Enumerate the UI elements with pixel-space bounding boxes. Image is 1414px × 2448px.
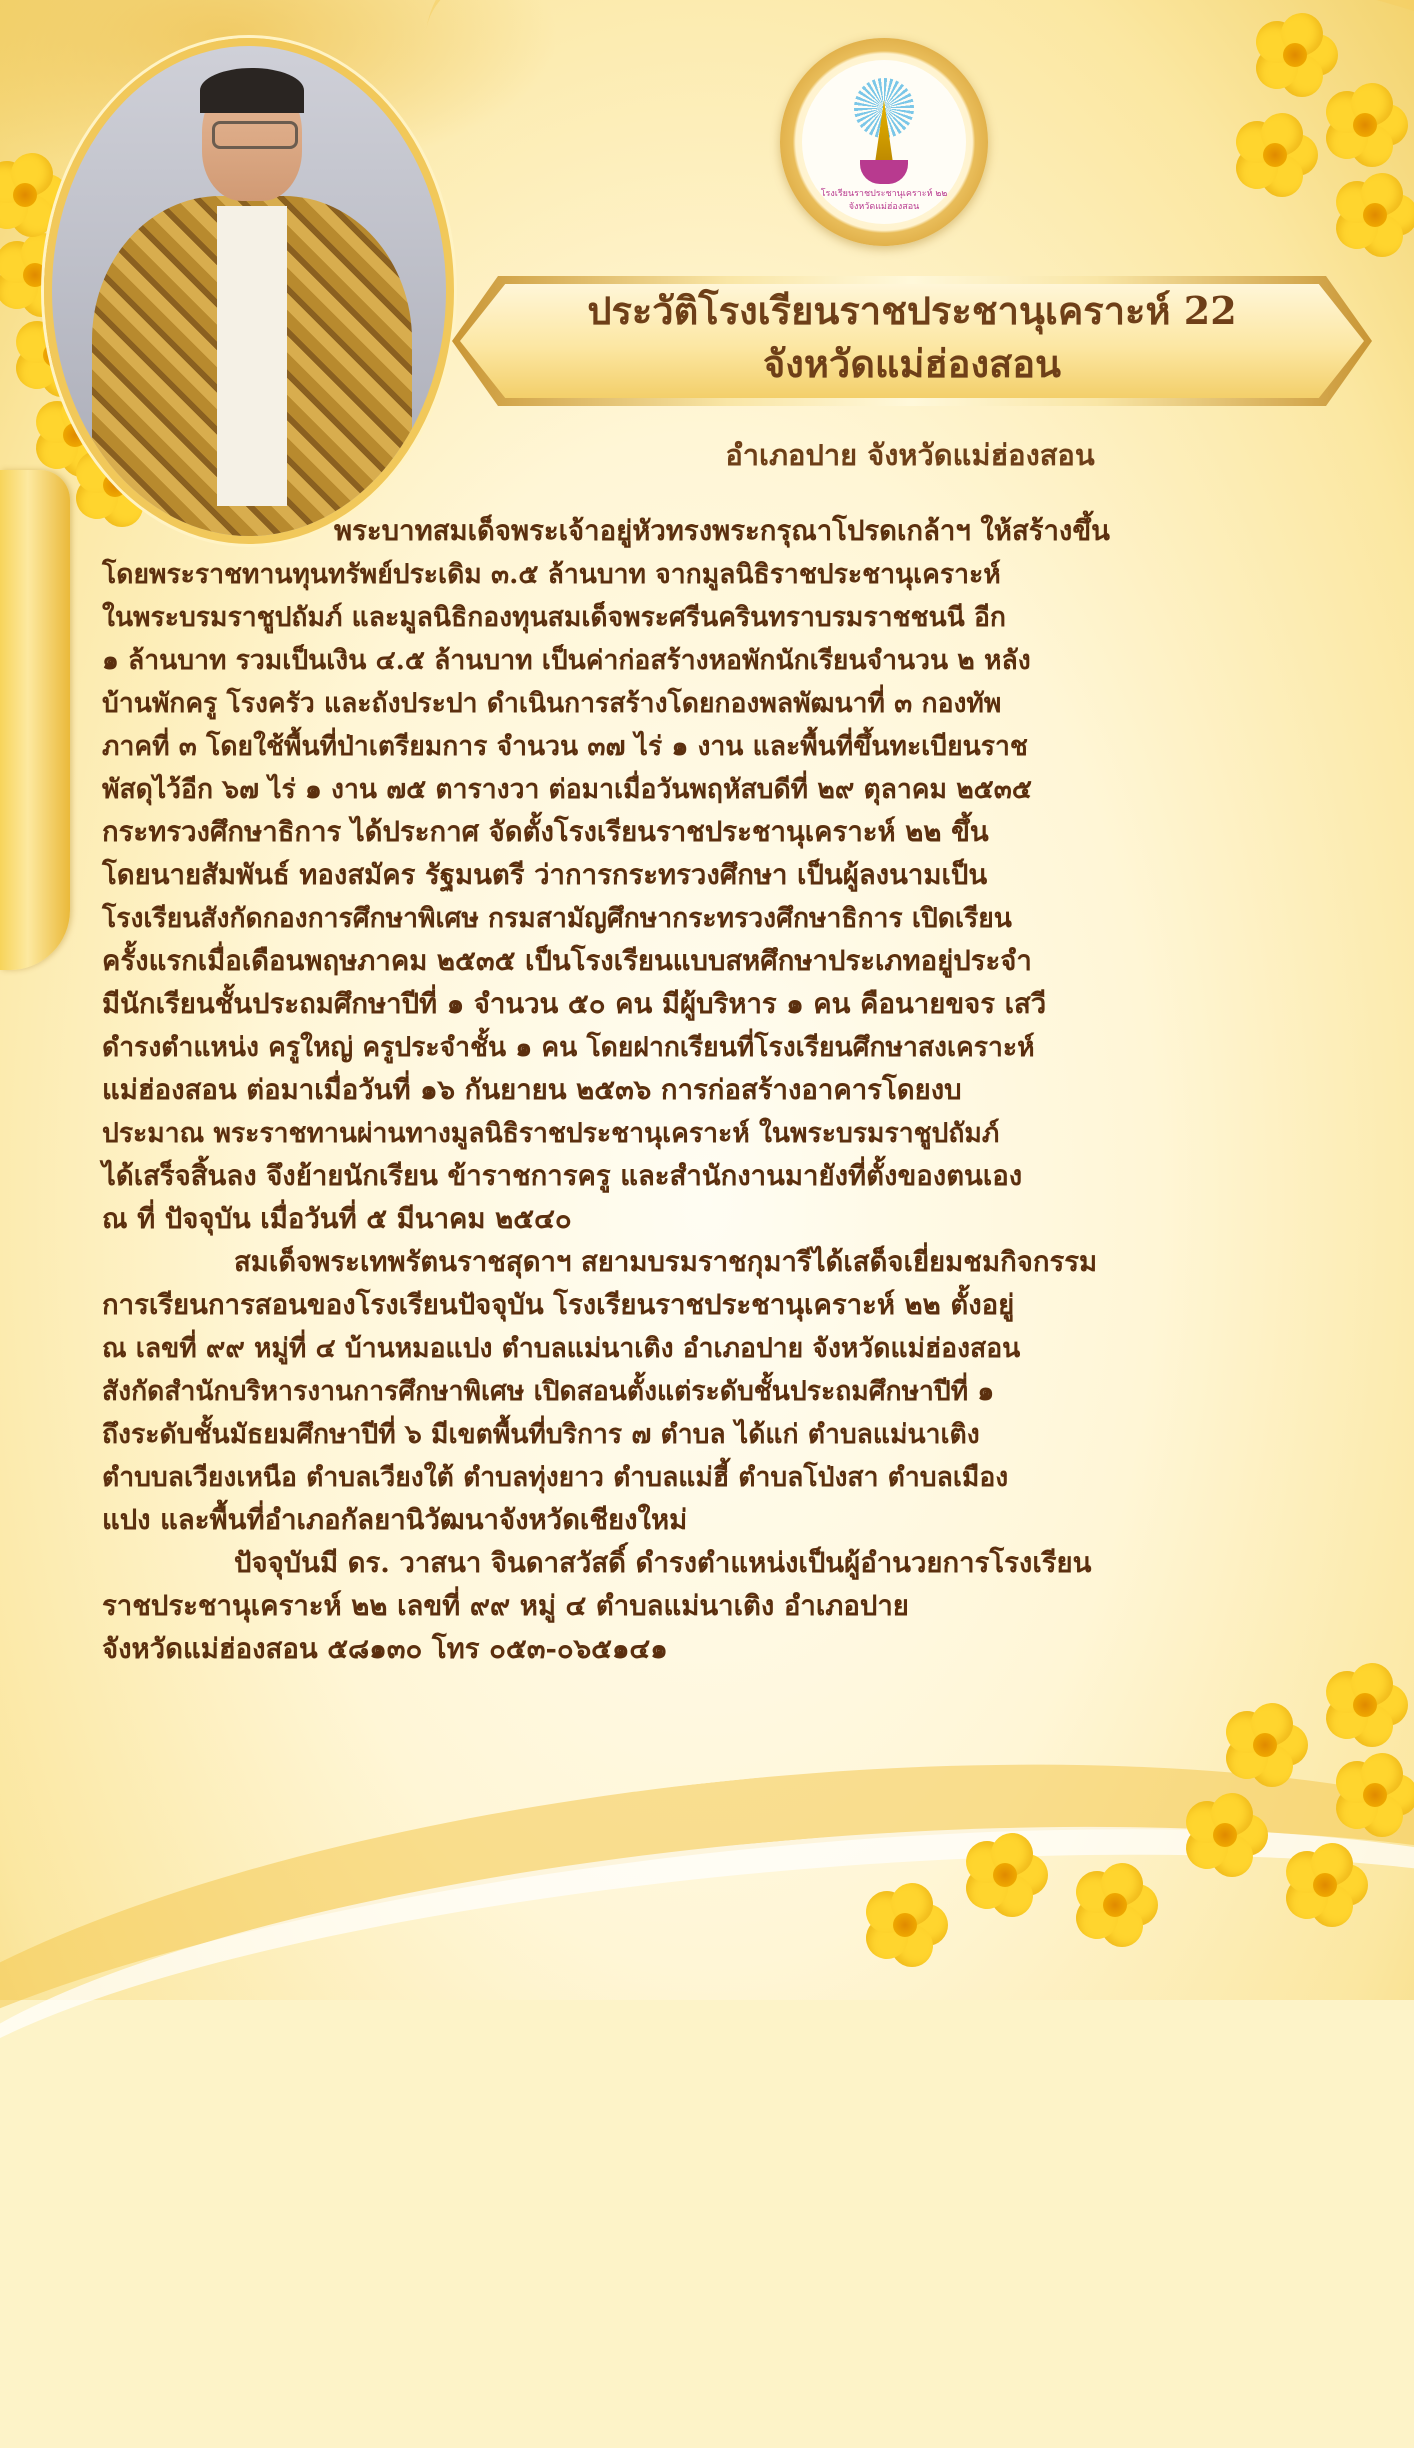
body-line: ถึงระดับชั้นมัธยมศึกษาปีที่ ๖ มีเขตพื้นที่บริการ ๗ ตำบล ได้แก่ ตำบลแม่นาเติง bbox=[102, 1419, 980, 1450]
crest-emblem bbox=[860, 160, 908, 184]
flower-center bbox=[1283, 43, 1307, 67]
flower-center bbox=[1363, 203, 1387, 227]
flower-icon bbox=[1330, 1750, 1414, 1840]
body-line: ครั้งแรกเมื่อเดือนพฤษภาคม ๒๕๓๕ เป็นโรงเรียนแบบสหศึกษาประเภทอยู่ประจำ bbox=[102, 945, 1032, 977]
flower-center bbox=[1103, 1893, 1127, 1917]
body-line: การเรียนการสอนของโรงเรียนปัจจุบัน โรงเรียนราชประชานุเคราะห์ ๒๒ ตั้งอยู่ bbox=[102, 1289, 1015, 1321]
flower-center bbox=[1253, 1733, 1277, 1757]
page-title bbox=[452, 284, 1372, 390]
body-line: ราชประชานุเคราะห์ ๒๒ เลขที่ ๙๙ หมู่ ๔ ตำบลแม่นาเติง อำเภอปาย bbox=[102, 1590, 909, 1622]
flower-icon bbox=[1180, 1790, 1270, 1880]
flower-center bbox=[1313, 1873, 1337, 1897]
portrait-glasses bbox=[212, 121, 298, 149]
flower-center bbox=[893, 1913, 917, 1937]
flower-center bbox=[1263, 143, 1287, 167]
title-line2: จังหวัดแม่ฮ่องสอน bbox=[763, 341, 1061, 386]
crest-text bbox=[812, 188, 956, 214]
flower-center bbox=[1213, 1823, 1237, 1847]
body-line: พระบาทสมเด็จพระเจ้าอยู่หัวทรงพระกรุณาโปรดเกล้าฯ ให้สร้างขึ้น bbox=[334, 515, 1110, 547]
body-line: ภาคที่ ๓ โดยใช้พื้นที่ป่าเตรียมการ จำนวน ๓๗ ไร่ ๑ งาน และพื้นที่ขึ้นทะเบียนราช bbox=[102, 731, 1028, 762]
body-line: ได้เสร็จสิ้นลง จึงย้ายนักเรียน ข้าราชการครู และสำนักงานมายังที่ตั้งของตนเอง bbox=[102, 1160, 1023, 1192]
flower-icon bbox=[960, 1830, 1050, 1920]
body-line: จังหวัดแม่ฮ่องสอน ๕๘๑๓๐ โทร ๐๕๓-๐๖๕๑๔๑ bbox=[102, 1633, 668, 1665]
crest-text-line2: จังหวัดแม่ฮ่องสอน bbox=[848, 202, 920, 212]
body-line: ดำรงตำแหน่ง ครูใหญ่ ครูประจำชั้น ๑ คน โดยฝากเรียนที่โรงเรียนศึกษาสงเคราะห์ bbox=[102, 1032, 1035, 1063]
flower-icon bbox=[1320, 80, 1410, 170]
portrait-hair bbox=[200, 68, 304, 113]
gold-ribbon bbox=[0, 470, 70, 970]
body-line: ๑ ล้านบาท รวมเป็นเงิน ๔.๕ ล้านบาท เป็นค่าก่อสร้างหอพักนักเรียนจำนวน ๒ หลัง bbox=[102, 645, 1031, 676]
body-line: ตำบบลเวียงเหนือ ตำบลเวียงใต้ ตำบลทุ่งยาว ตำบลแม่ฮี้ ตำบลโป่งสา ตำบลเมือง bbox=[102, 1462, 1009, 1493]
body-line: โรงเรียนสังกัดกองการศึกษาพิเศษ กรมสามัญศึกษากระทรวงศึกษาธิการ เปิดเรียน bbox=[102, 903, 1012, 934]
body-line: โดยพระราชทานทุนทรัพย์ประเดิม ๓.๕ ล้านบาท จากมูลนิธิราชประชานุเคราะห์ bbox=[102, 559, 1001, 590]
body-line: ณ ที่ ปัจจุบัน เมื่อวันที่ ๕ มีนาคม ๒๕๔๐ bbox=[102, 1203, 572, 1235]
flower-center bbox=[993, 1863, 1017, 1887]
flower-icon bbox=[1280, 1840, 1370, 1930]
body-line: ปัจจุบันมี ดร. วาสนา จินดาสวัสดิ์ ดำรงตำแหน่งเป็นผู้อำนวยการโรงเรียน bbox=[234, 1547, 1092, 1579]
school-crest-icon bbox=[780, 38, 988, 246]
body-line: ในพระบรมราชูปถัมภ์ และมูลนิธิกองทุนสมเด็จพระศรีนครินทราบรมราชชนนี อีก bbox=[102, 602, 1006, 633]
flower-center bbox=[1363, 1783, 1387, 1807]
royal-portrait bbox=[44, 38, 454, 544]
flower-center bbox=[1353, 1693, 1377, 1717]
flower-icon bbox=[860, 1880, 950, 1970]
flower-icon bbox=[1330, 170, 1414, 260]
title-line1: ประวัติโรงเรียนราชประชานุเคราะห์ 22 bbox=[587, 288, 1237, 333]
body-line: ประมาณ พระราชทานผ่านทางมูลนิธิราชประชานุเคราะห์ ในพระบรมราชูปถัมภ์ bbox=[102, 1118, 1000, 1149]
flower-icon bbox=[1070, 1860, 1160, 1950]
portrait-shirt bbox=[217, 206, 287, 506]
body-line: สังกัดสำนักบริหารงานการศึกษาพิเศษ เปิดสอนตั้งแต่ระดับชั้นประถมศึกษาปีที่ ๑ bbox=[102, 1376, 995, 1407]
body-line: แปง และพื้นที่อำเภอกัลยานิวัฒนาจังหวัดเชียงใหม่ bbox=[102, 1504, 688, 1536]
flower-icon bbox=[1320, 1660, 1410, 1750]
body-line: สมเด็จพระเทพรัตนราชสุดาฯ สยามบรมราชกุมารีได้เสด็จเยี่ยมชมกิจกรรม bbox=[234, 1246, 1098, 1278]
crest-text-line1: โรงเรียนราชประชานุเคราะห์ ๒๒ bbox=[820, 189, 948, 199]
body-line: ณ เลขที่ ๙๙ หมู่ที่ ๔ บ้านหมอแปง ตำบลแม่นาเติง อำเภอปาย จังหวัดแม่ฮ่องสอน bbox=[102, 1333, 1021, 1364]
flower-icon bbox=[1230, 110, 1320, 200]
history-text bbox=[102, 510, 1382, 1671]
flower-center bbox=[13, 183, 37, 207]
body-line: บ้านพักครู โรงครัว และถังประปา ดำเนินการสร้างโดยกองพลพัฒนาที่ ๓ กองทัพ bbox=[102, 688, 1002, 719]
flower-icon bbox=[1220, 1700, 1310, 1790]
body-line: กระทรวงศึกษาธิการ ได้ประกาศ จัดตั้งโรงเรียนราชประชานุเคราะห์ ๒๒ ขึ้น bbox=[102, 816, 989, 848]
body-line: แม่ฮ่องสอน ต่อมาเมื่อวันที่ ๑๖ กันยายน ๒๕๓๖ การก่อสร้างอาคารโดยงบ bbox=[102, 1074, 962, 1106]
body-line: มีนักเรียนชั้นประถมศึกษาปีที่ ๑ จำนวน ๕๐ คน มีผู้บริหาร ๑ คน คือนายขจร เสวี bbox=[102, 988, 1047, 1020]
page-subtitle: อำเภอปาย จังหวัดแม่ฮ่องสอน bbox=[725, 438, 1095, 472]
body-line: พัสดุไว้อีก ๖๗ ไร่ ๑ งาน ๗๕ ตารางวา ต่อมาเมื่อวันพฤหัสบดีที่ ๒๙ ตุลาคม ๒๕๓๕ bbox=[102, 774, 1032, 805]
flower-center bbox=[1353, 113, 1377, 137]
crest-inner bbox=[802, 60, 966, 224]
body-line: โดยนายสัมพันธ์ ทองสมัคร รัฐมนตรี ว่าการกระทรวงศึกษา เป็นผู้ลงนามเป็น bbox=[102, 859, 988, 891]
